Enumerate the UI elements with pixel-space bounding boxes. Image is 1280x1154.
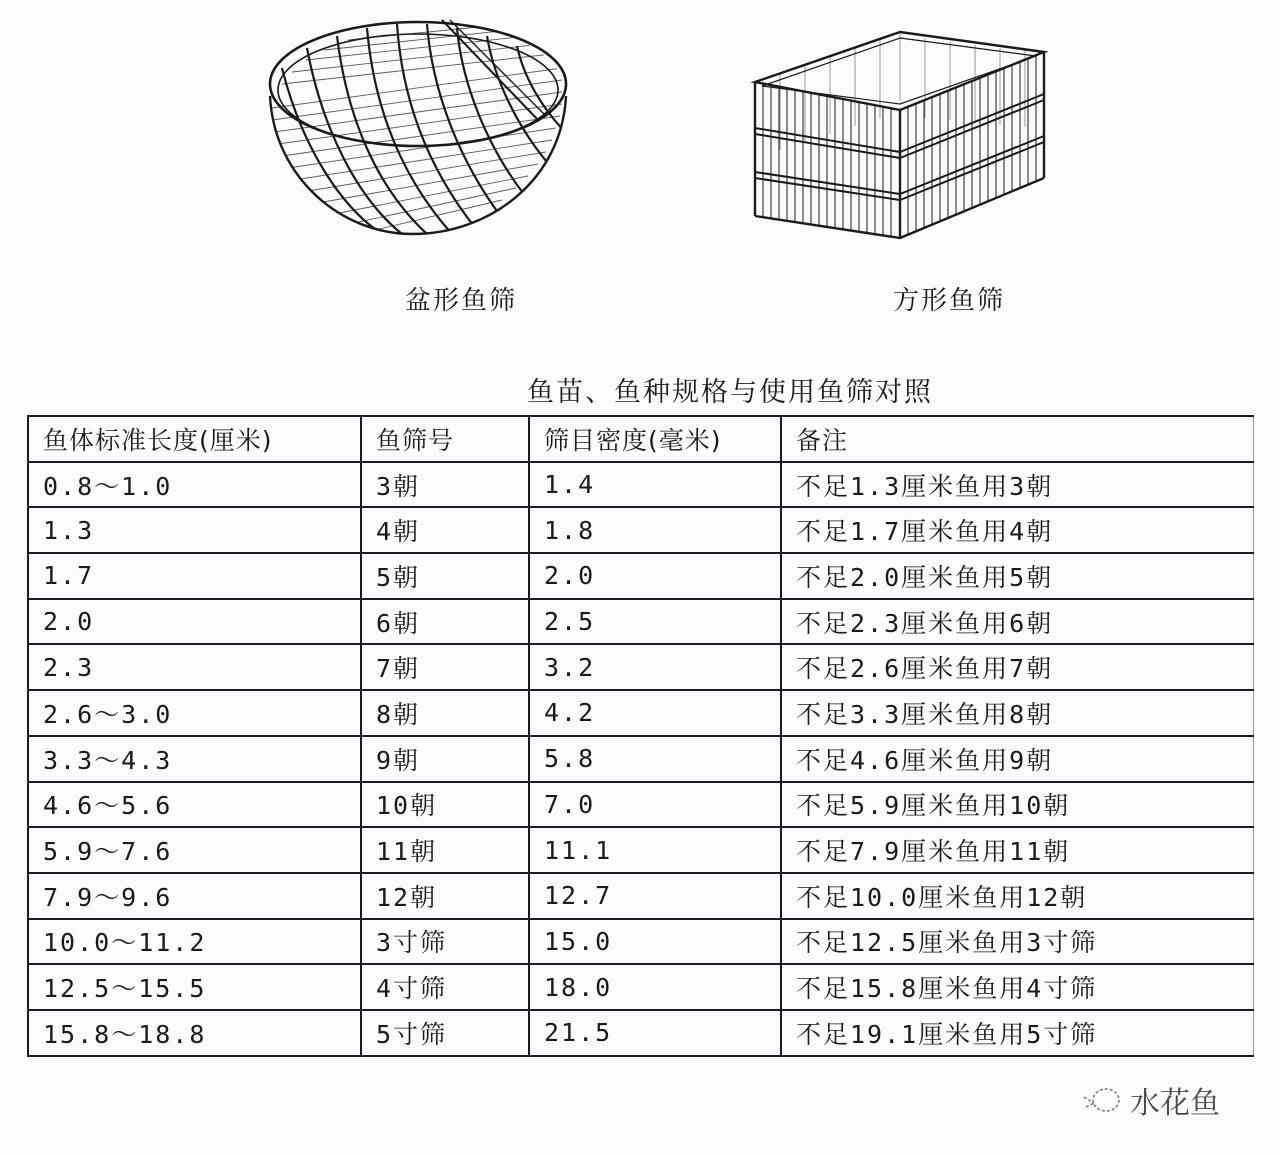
cell-mesh-density: 1.8	[529, 507, 781, 553]
table-row	[28, 1010, 1253, 1056]
cell-sieve-number: 5朝	[361, 553, 529, 599]
table-row	[28, 873, 1253, 919]
cell-sieve-number: 10朝	[361, 782, 529, 828]
cell-sieve-number: 12朝	[361, 873, 529, 919]
cell-fish-length: 15.8～18.8	[28, 1010, 361, 1056]
header-fish-length: 鱼体标准长度(厘米)	[28, 416, 361, 462]
table-row	[28, 736, 1253, 782]
cell-fish-length: 1.3	[28, 507, 361, 553]
cell-mesh-density: 15.0	[529, 919, 781, 965]
cell-remarks: 不足7.9厘米鱼用11朝	[781, 827, 1253, 873]
cell-mesh-density: 11.1	[529, 827, 781, 873]
header-remarks: 备注	[781, 416, 1253, 462]
cell-sieve-number: 6朝	[361, 599, 529, 645]
cell-fish-length: 0.8～1.0	[28, 462, 361, 508]
square-sieve-icon	[750, 30, 1050, 240]
cell-remarks: 不足3.3厘米鱼用8朝	[781, 690, 1253, 736]
table-title: 鱼苗、鱼种规格与使用鱼筛对照	[527, 377, 933, 408]
cell-sieve-number: 3朝	[361, 462, 529, 508]
table-row	[28, 964, 1253, 1010]
cell-mesh-density: 5.8	[529, 736, 781, 782]
square-sieve-caption: 方形鱼筛	[893, 286, 1006, 316]
table-row	[28, 644, 1253, 690]
cell-remarks: 不足2.3厘米鱼用6朝	[781, 599, 1253, 645]
cell-remarks: 不足12.5厘米鱼用3寸筛	[781, 919, 1253, 965]
basin-sieve-illustration	[262, 8, 574, 240]
table-header-row	[28, 416, 1253, 462]
cell-mesh-density: 3.2	[529, 644, 781, 690]
header-mesh-density: 筛目密度(毫米)	[529, 416, 781, 462]
cell-sieve-number: 5寸筛	[361, 1010, 529, 1056]
cell-mesh-density: 1.4	[529, 462, 781, 508]
cell-fish-length: 4.6～5.6	[28, 782, 361, 828]
table-row	[28, 599, 1253, 645]
cell-mesh-density: 2.5	[529, 599, 781, 645]
cell-fish-length: 7.9～9.6	[28, 873, 361, 919]
cell-sieve-number: 3寸筛	[361, 919, 529, 965]
square-sieve-illustration	[750, 30, 1050, 240]
watermark	[1080, 1078, 1220, 1122]
cell-fish-length: 5.9～7.6	[28, 827, 361, 873]
cell-fish-length: 10.0～11.2	[28, 919, 361, 965]
cell-fish-length: 2.6～3.0	[28, 690, 361, 736]
cell-remarks: 不足5.9厘米鱼用10朝	[781, 782, 1253, 828]
table-row	[28, 507, 1253, 553]
sieve-spec-table	[27, 415, 1254, 1057]
table-row	[28, 553, 1253, 599]
cell-mesh-density: 18.0	[529, 964, 781, 1010]
cell-mesh-density: 12.7	[529, 873, 781, 919]
cell-remarks: 不足1.3厘米鱼用3朝	[781, 462, 1253, 508]
cell-mesh-density: 7.0	[529, 782, 781, 828]
cell-mesh-density: 2.0	[529, 553, 781, 599]
table-row	[28, 827, 1253, 873]
cell-fish-length: 12.5～15.5	[28, 964, 361, 1010]
cell-fish-length: 2.0	[28, 599, 361, 645]
cell-remarks: 不足2.0厘米鱼用5朝	[781, 553, 1253, 599]
cell-remarks: 不足10.0厘米鱼用12朝	[781, 873, 1253, 919]
cell-remarks: 不足2.6厘米鱼用7朝	[781, 644, 1253, 690]
cell-sieve-number: 11朝	[361, 827, 529, 873]
cell-mesh-density: 21.5	[529, 1010, 781, 1056]
cell-mesh-density: 4.2	[529, 690, 781, 736]
basin-sieve-caption: 盆形鱼筛	[405, 286, 518, 316]
cell-remarks: 不足1.7厘米鱼用4朝	[781, 507, 1253, 553]
table-row	[28, 690, 1253, 736]
header-sieve-number: 鱼筛号	[361, 416, 529, 462]
basin-sieve-icon	[262, 8, 574, 240]
wechat-icon	[1080, 1083, 1124, 1117]
cell-fish-length: 1.7	[28, 553, 361, 599]
table-row	[28, 919, 1253, 965]
watermark-text: 水花鱼	[1130, 1086, 1220, 1121]
cell-remarks: 不足15.8厘米鱼用4寸筛	[781, 964, 1253, 1010]
table-row	[28, 462, 1253, 508]
cell-fish-length: 3.3～4.3	[28, 736, 361, 782]
table-row	[28, 782, 1253, 828]
cell-remarks: 不足4.6厘米鱼用9朝	[781, 736, 1253, 782]
cell-sieve-number: 4朝	[361, 507, 529, 553]
cell-fish-length: 2.3	[28, 644, 361, 690]
cell-sieve-number: 4寸筛	[361, 964, 529, 1010]
cell-sieve-number: 7朝	[361, 644, 529, 690]
cell-sieve-number: 8朝	[361, 690, 529, 736]
cell-sieve-number: 9朝	[361, 736, 529, 782]
cell-remarks: 不足19.1厘米鱼用5寸筛	[781, 1010, 1253, 1056]
